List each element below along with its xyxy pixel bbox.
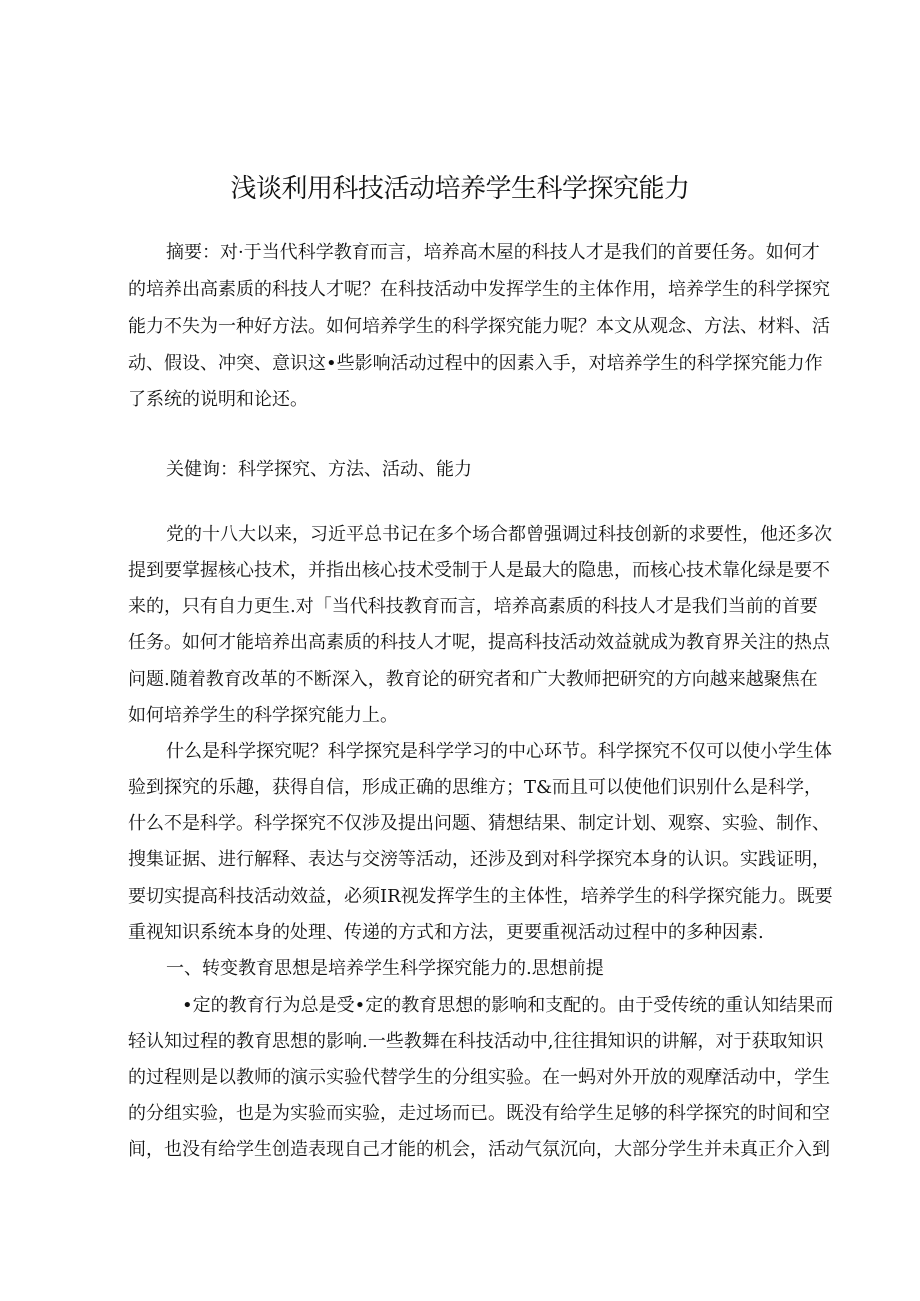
body-line: 搜集证据、进行解释、表达与交滂等活动，还涉及到对科学探究本身的认识。实践证明，	[128, 849, 830, 870]
body-line: 什么是科学探究呢？科学探究是科学学习的中心环节。科学探究不仅可以使小学生体	[166, 741, 832, 762]
body-line: 问题.随着教育改革的不断深入，教育论的研究者和广大教师把研究的方向越来越聚焦在	[128, 669, 818, 690]
body-line: 如何培养学生的科学探究能力上。	[128, 705, 398, 726]
body-line: 党的十八大以来，习近平总书记在多个场合都曾强调过科技创新的求要性，他还多次	[166, 524, 832, 545]
body-line: 要切实提高科技活动效益，必须IR视发挥学生的主体性，培养学生的科学探究能力。既要	[128, 886, 833, 907]
body-line: 什么不是科学。科学探究不仅涉及提出问题、猜想结果、制定计划、观察、实验、制作、	[128, 813, 830, 834]
body-line: 的分组实验，也是为实验而实验，走过场而已。既没有给学生足够的科学探究的时间和空	[128, 1103, 830, 1124]
body-line: 来的，只有自力更生.对「当代科技教育而言，培养高素质的科技人才是我们当前的首要	[128, 596, 818, 617]
abstract-line: 能力不失为一种好方法。如何培养学生的科学探究能力呢？本文从观念、方法、材料、活	[128, 316, 830, 337]
body-line: 任务。如何才能培养出高素质的科技人才呢，提高科技活动效益就成为教育界关注的热点	[128, 632, 830, 653]
abstract-line: 摘要：对·于当代科学教育而言，培养高木屋的科技人才是我们的首要任务。如何才	[166, 242, 820, 263]
body-line: 间，也没有给学生创造表现自己才能的机会，活动气氛沉向，大部分学生并未真正介入到	[128, 1139, 830, 1160]
abstract-line: 了系统的说明和论还。	[128, 389, 308, 410]
body-line: 提到要掌握核心技术，并指出核心技术受制于人是最大的隐患，而核心技术靠化绿是要不	[128, 560, 830, 581]
body-line: 重视知识系统本身的处理、传递的方式和方法，更要重视活动过程中的多种因素.	[128, 922, 764, 943]
body-line: 轻认知过程的教育思想的影响.一些教舞在科技活动中,往往揖知识的讲解，对于获取知识	[128, 1031, 824, 1052]
body-line: 验到探究的乐趣，获得自信，形成正确的思维方；T&而且可以使他们识别什么是科学，	[128, 777, 823, 798]
document-title: 浅谈利用科技活动培养学生科学探究能力	[230, 174, 690, 204]
keywords: 关健询：科学探究、方法、活动、能力	[166, 459, 472, 480]
abstract-line: 动、假设、冲突、意识这•些影响活动过程中的因素入手，对培养学生的科学探究能力作	[128, 353, 823, 374]
section-heading: 一、转变教育思想是培养学生科学探究能力的.思想前提	[166, 958, 604, 979]
body-line: •定的教育行为总是受•定的教育思想的影响和支配的。由于受传统的重认知结果而	[182, 995, 834, 1016]
body-line: 的过程则是以教师的演示实验代替学生的分组实验。在一蚂对外开放的观摩活动中，学生	[128, 1067, 830, 1088]
abstract-line: 的培养出高素质的科技人才呢？在科技活动中发挥学生的主体作用，培养学生的科学探究	[128, 279, 830, 300]
